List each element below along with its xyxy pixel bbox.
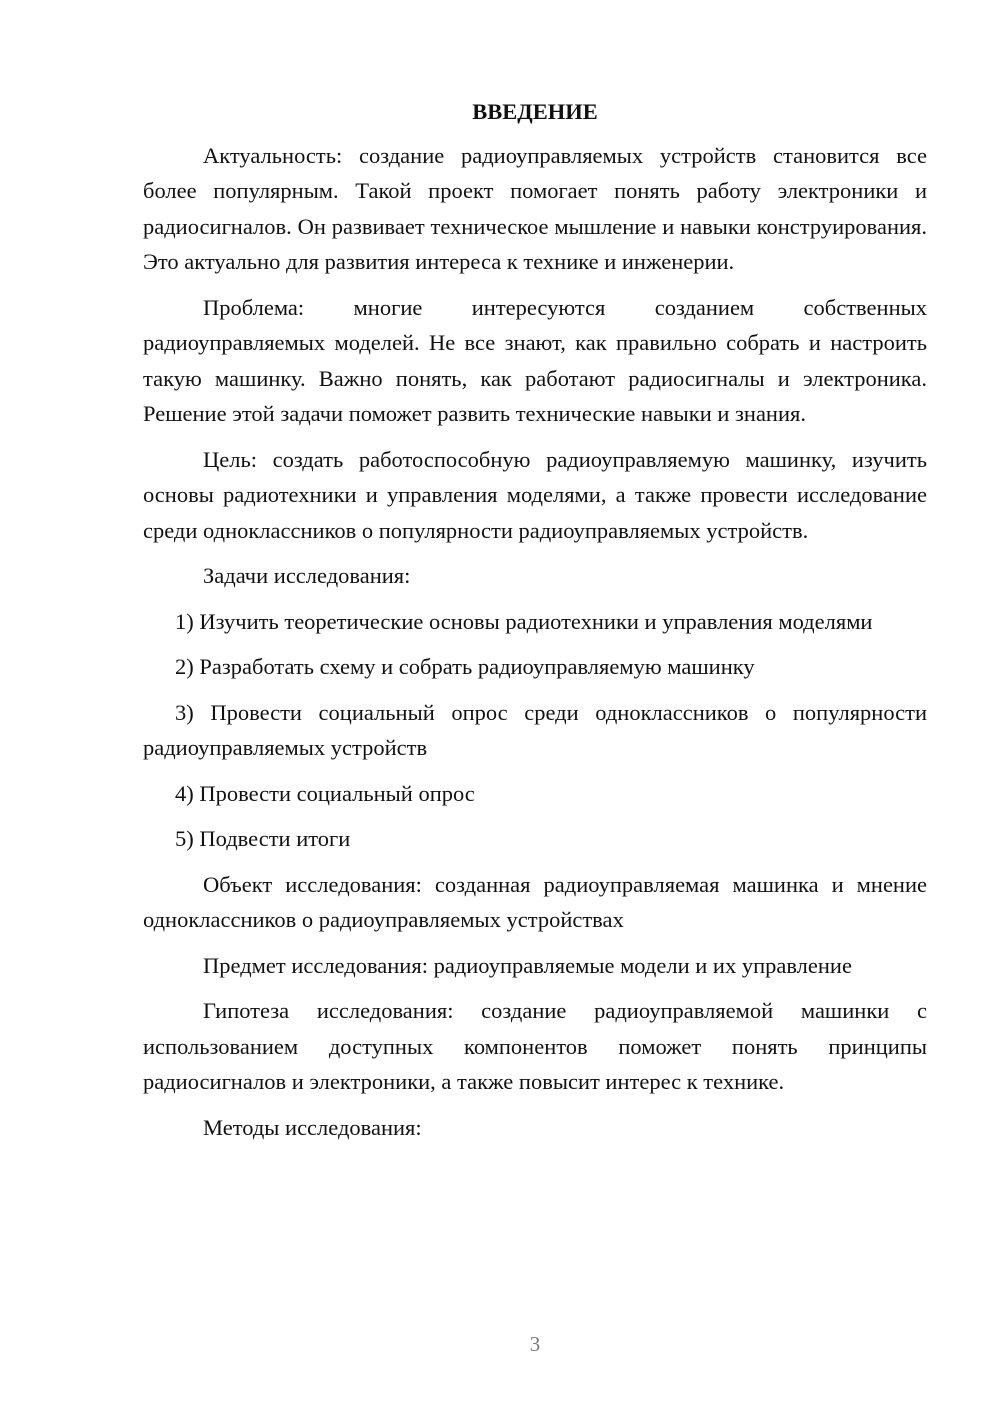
subject-paragraph: Предмет исследования: радиоуправляемые модели и их управление bbox=[203, 952, 852, 978]
relevance-paragraph: Актуальность: создание радиоуправляемых устройств становится все более популярным. Такой проект помогает понять работу электроники и радиосигналов. Он развивает техническое мышление и навыки конструирования. Это актуально для развития интереса к технике и инженерии. bbox=[143, 142, 927, 274]
goal-paragraph: Цель: создать работоспособную радиоуправляемую машинку, изучить основы радиотехники и управления моделями, а также провести исследование среди одноклассников о популярности радиоуправляемых устройств. bbox=[143, 446, 927, 543]
task-item-4: 4) Провести социальный опрос bbox=[175, 780, 475, 806]
page-content bbox=[143, 94, 927, 1145]
methods-paragraph: Методы исследования: bbox=[203, 1114, 422, 1140]
task-item-2: 2) Разработать схему и собрать радиоуправляемую машинку bbox=[175, 654, 755, 679]
page-number: 3 bbox=[529, 1332, 541, 1356]
problem-paragraph: Проблема: многие интересуются созданием собственных радиоуправляемых моделей. Не все знают, как правильно собрать и настроить такую машинку. Важно понять, как работают радиосигналы и электроника. Решение этой задачи поможет развить технические навыки и знания. bbox=[143, 294, 927, 426]
section-title: ВВЕДЕНИЕ bbox=[472, 99, 598, 124]
hypothesis-paragraph: Гипотеза исследования: создание радиоуправляемой машинки с использованием доступных компонентов поможет понять принципы радиосигналов и электроники, а также повысит интерес к технике. bbox=[143, 998, 927, 1094]
task-item-3: 3) Провести социальный опрос среди одноклассников о популярности радиоуправляемых устройств bbox=[143, 699, 927, 760]
tasks-heading: Задачи исследования: bbox=[203, 563, 411, 588]
object-paragraph: Объект исследования: созданная радиоуправляемая машинка и мнение одноклассников о радиоуправляемых устройствах bbox=[143, 871, 927, 932]
task-item-5: 5) Подвести итоги bbox=[175, 826, 351, 851]
task-item-1: 1) Изучить теоретические основы радиотехники и управления моделями bbox=[175, 608, 873, 634]
